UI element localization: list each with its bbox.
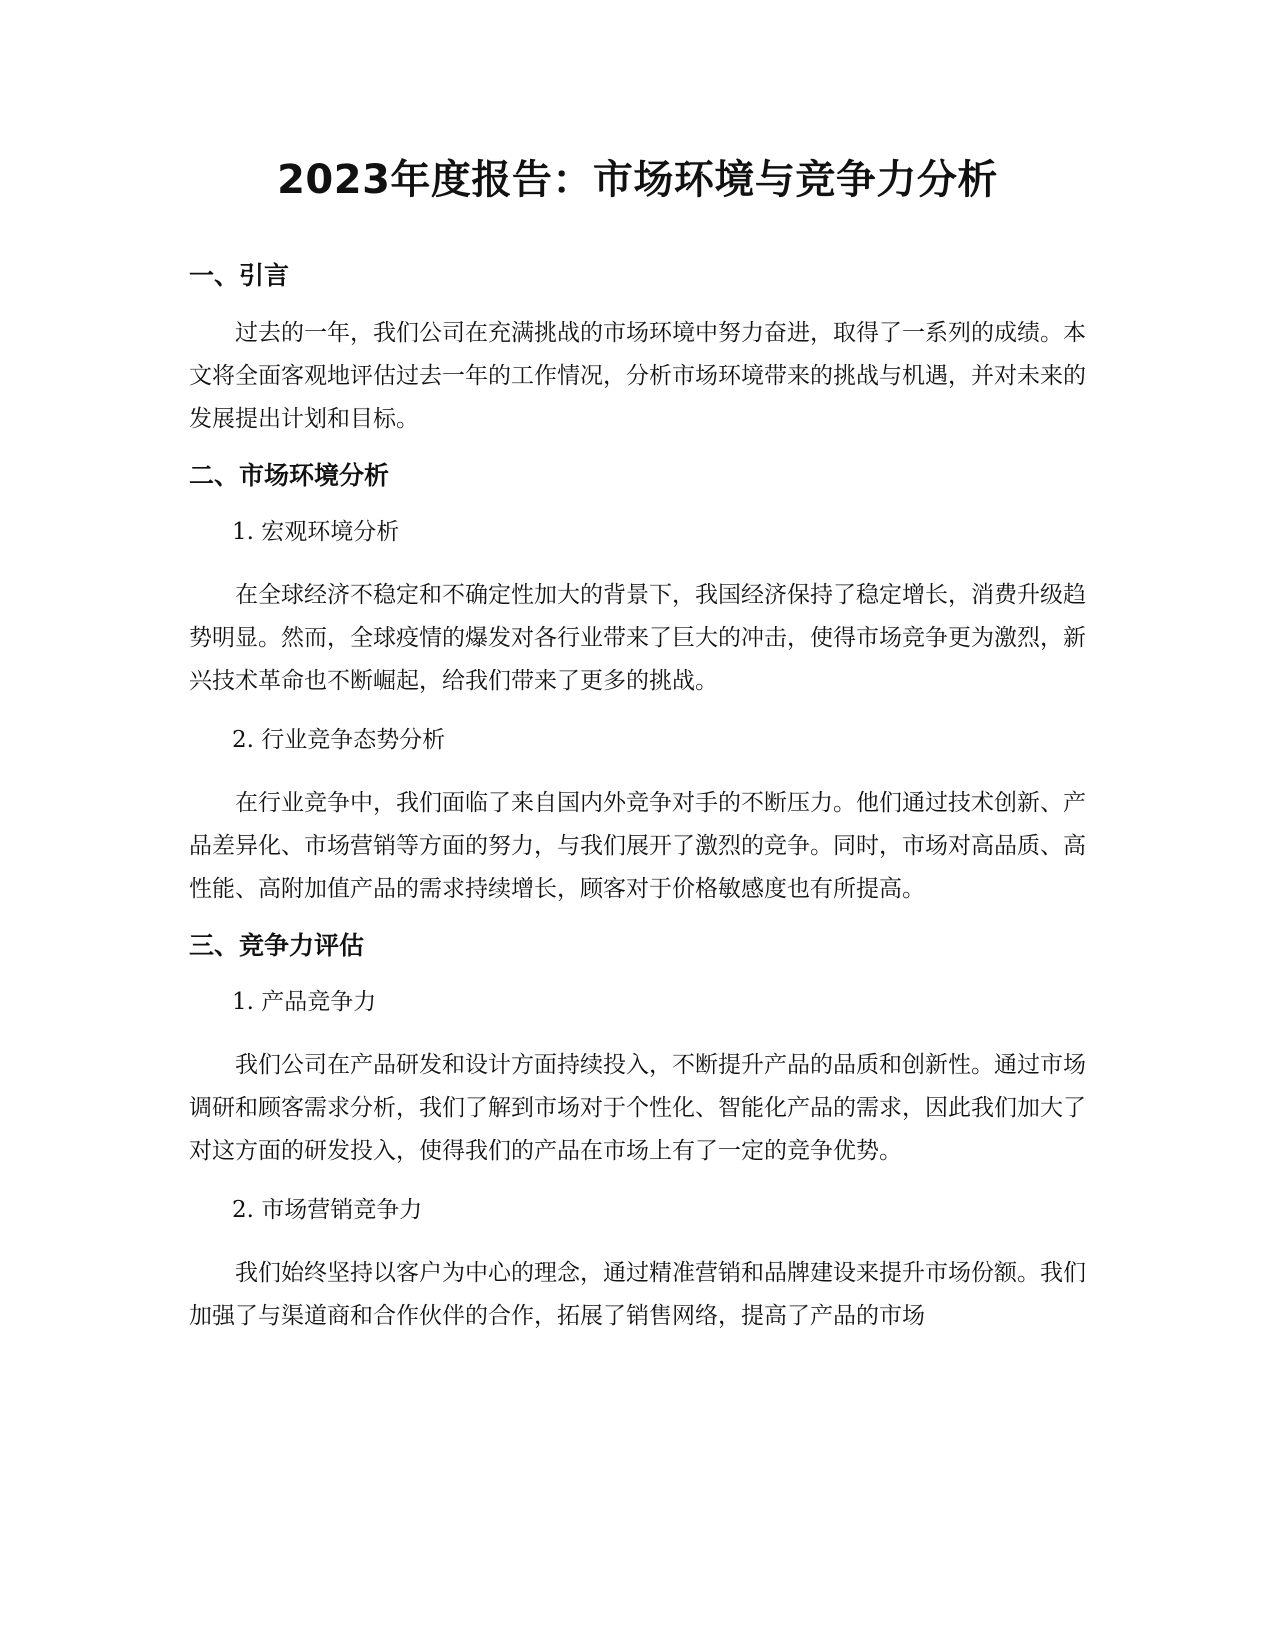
- section-heading-competitiveness: 三、竞争力评估: [189, 931, 365, 960]
- subheading-industry-competition: 2. 行业竞争态势分析: [232, 727, 446, 753]
- section-heading-market-environment: 二、市场环境分析: [189, 461, 390, 490]
- introduction-paragraph: 过去的一年，我们公司在充满挑战的市场环境中努力奋进，取得了一系列的成绩。本文将全面客观地评估过去一年的工作情况，分析市场环境带来的挑战与机遇，并对未来的发展提出计划和目标。: [189, 320, 1086, 432]
- report-title: 2023年度报告：市场环境与竞争力分析: [277, 157, 998, 203]
- subheading-macro-environment: 1. 宏观环境分析: [232, 519, 400, 545]
- subheading-product-competitiveness: 1. 产品竞争力: [232, 989, 377, 1015]
- macro-environment-paragraph: 在全球经济不稳定和不确定性加大的背景下，我国经济保持了稳定增长，消费升级趋势明显。然而，全球疫情的爆发对各行业带来了巨大的冲击，使得市场竞争更为激烈，新兴技术革命也不断崛起，给我们带来了更多的挑战。: [189, 582, 1086, 694]
- marketing-competitiveness-paragraph: 我们始终坚持以客户为中心的理念，通过精准营销和品牌建设来提升市场份额。我们加强了与渠道商和合作伙伴的合作，拓展了销售网络，提高了产品的市场: [189, 1260, 1086, 1329]
- product-competitiveness-paragraph: 我们公司在产品研发和设计方面持续投入，不断提升产品的品质和创新性。通过市场调研和顾客需求分析，我们了解到市场对于个性化、智能化产品的需求，因此我们加大了对这方面的研发投入，使得我们的产品在市场上有了一定的竞争优势。: [189, 1052, 1086, 1164]
- subheading-marketing-competitiveness: 2. 市场营销竞争力: [232, 1197, 423, 1223]
- industry-competition-paragraph: 在行业竞争中，我们面临了来自国内外竞争对手的不断压力。他们通过技术创新、产品差异化、市场营销等方面的努力，与我们展开了激烈的竞争。同时，市场对高品质、高性能、高附加值产品的需求持续增长，顾客对于价格敏感度也有所提高。: [189, 790, 1086, 902]
- section-heading-introduction: 一、引言: [189, 261, 290, 290]
